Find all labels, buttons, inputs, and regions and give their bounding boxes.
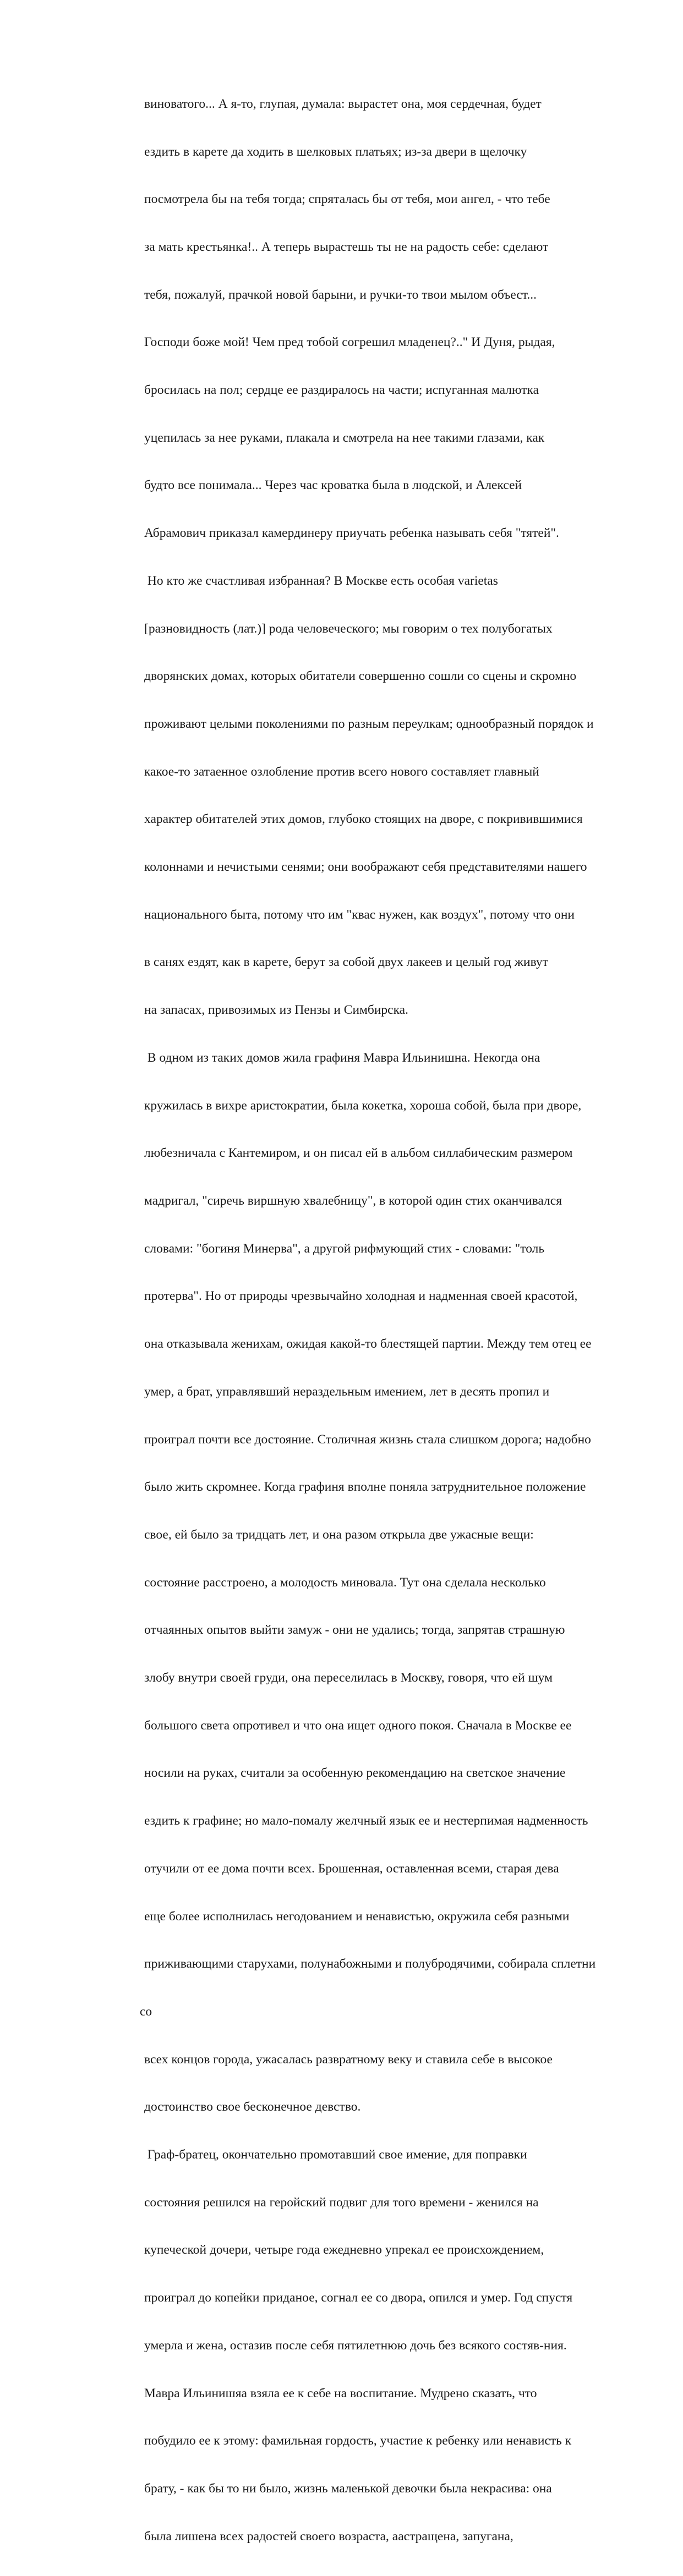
text-line: за мать крестьянка!.. А теперь вырастешь ты не на радость себе: сделают (144, 239, 549, 254)
text-line: она отказывала женихам, ожидая какой-то блестящей партии. Между тем отец ее (144, 1337, 592, 1352)
text-line: проиграл почти все достояние. Столичная жизнь стала слишком дорога; надобно (144, 1432, 591, 1447)
text-line: посмотрела бы на тебя тогда; спряталась бы от тебя, мои ангел, - что тебе (144, 192, 550, 207)
text-line: достоинство свое бесконечное девство. (144, 2100, 361, 2114)
body-text (140, 64, 640, 2576)
text-line: характер обитателей этих домов, глубоко стоящих на дворе, с покривившимися (144, 812, 583, 827)
text-line: ездить к графине; но мало-помалу желчный язык ее и нестерпимая надменность (144, 1814, 588, 1828)
text-line: большого света опротивел и что она ищет одного покоя. Сначала в Москве ее (144, 1718, 572, 1733)
text-line: была лишена всех радостей своего возраста, аастращена, запугана, (144, 2529, 513, 2544)
text-line: побудило ее к этому: фамильная гордость, участие к ребенку или ненависть к (144, 2434, 572, 2448)
text-line: проиграл до копейки приданое, согнал ее со двора, опился и умер. Год спустя (144, 2291, 573, 2305)
paragraph-start-line: Но кто же счастливая избранная? В Москве есть особая varietas (144, 573, 498, 588)
text-line: состояния решился на геройский подвиг для того времени - женился на (144, 2195, 539, 2210)
text-line: национального быта, потому что им "квас нужен, как воздух", потому что они (144, 907, 575, 922)
text-line: какое-то затаенное озлобление против всего нового составляет главный (144, 764, 539, 779)
text-line: купеческой дочери, четыре года ежедневно упрекал ее происхождением, (144, 2243, 544, 2258)
text-line: на запасах, привозимых из Пензы и Симбирска. (144, 1003, 408, 1018)
text-line: словами: "богиня Минерва", а другой рифмующий стих - словами: "толь (144, 1241, 545, 1256)
text-line: умерла и жена, остазив после себя пятилетнюю дочь без всякого состяв-ния. (144, 2338, 567, 2353)
text-line: состояние расстроено, а молодость миновала. Тут она сделала несколько (144, 1575, 546, 1590)
text-line-wrap: со (140, 2004, 152, 2019)
text-line: отчаянных опытов выйти замуж - они не удались; тогда, запрятав страшную (144, 1623, 565, 1638)
text-line: тебя, пожалуй, прачкой новой барыни, и ручки-то твои мылом объест... (144, 287, 537, 302)
text-line: колоннами и нечистыми сенями; они воображают себя представителями нашего (144, 860, 587, 875)
text-line: приживающими старухами, полунабожными и полубродячими, собирала сплетни (144, 1957, 596, 1971)
text-line: свое, ей было за тридцать лет, и она разом открыла две ужасные вещи: (144, 1527, 534, 1542)
text-line: будто все понимала... Через час кроватка была в людской, и Алексей (144, 478, 522, 493)
text-line: брату, - как бы то ни было, жизнь маленькой девочки была некрасива: она (144, 2481, 552, 2496)
text-line: мадригал, "сиречь виршную хвалебницу", в которой один стих оканчивался (144, 1193, 562, 1208)
text-line: в санях ездят, как в карете, берут за собой двух лакеев и целый год живут (144, 955, 548, 970)
text-line: было жить скромнее. Когда графиня вполне поняла затруднительное положение (144, 1480, 586, 1495)
text-line: всех концов города, ужасалась развратному веку и ставила себе в высокое (144, 2052, 553, 2067)
text-line: Абрамович приказал камердинеру приучать ребенка называть себя "тятей". (144, 526, 559, 541)
text-line: виноватого... А я-то, глупая, думала: вырастет она, моя сердечная, будет (144, 96, 542, 111)
text-line: уцепилась за нее руками, плакала и смотрела на нее такими глазами, как (144, 430, 545, 445)
paragraph-start-line: Граф-братец, окончательно промотавший свое имение, для поправки (144, 2147, 527, 2162)
text-line: [разновидность (лат.)] рода человеческого; мы говорим о тех полубогатых (144, 621, 553, 636)
text-line: Господи боже мой! Чем пред тобой согрешил младенец?.." И Дуня, рыдая, (144, 335, 555, 350)
text-line: бросилась на пол; сердце ее раздиралось на части; испуганная малютка (144, 383, 539, 398)
text-line: отучили от ее дома почти всех. Брошенная, оставленная всеми, старая дева (144, 1861, 559, 1876)
paragraph-start-line: В одном из таких домов жила графиня Мавра Ильинишна. Некогда она (144, 1050, 540, 1065)
text-line: умер, а брат, управлявший нераздельным имением, лет в десять пропил и (144, 1384, 550, 1399)
text-line: проживают целыми поколениями по разным переулкам; однообразный порядок и (144, 716, 594, 731)
text-line: кружилась в вихре аристократии, была кокетка, хороша собой, была при дворе, (144, 1098, 582, 1113)
text-line: еще более исполнилась негодованием и ненавистью, окружила себя разными (144, 1909, 570, 1924)
text-line: носили на руках, считали за особенную рекомендацию на светское значение (144, 1766, 566, 1781)
text-line: любезничала с Кантемиром, и он писал ей в альбом силлабическим размером (144, 1146, 573, 1161)
text-line: дворянских домах, которых обитатели совершенно сошли со сцены и скромно (144, 669, 577, 684)
text-line: злобу внутри своей груди, она переселилась в Москву, говоря, что ей шум (144, 1671, 553, 1685)
text-line: Мавра Ильинишяа взяла ее к себе на воспитание. Мудрено сказать, что (144, 2386, 537, 2401)
text-line: протерва". Но от природы чрезвычайно холодная и надменная своей красотой, (144, 1289, 578, 1304)
text-line: ездить в карете да ходить в шелковых платьях; из-за двери в щелочку (144, 144, 527, 159)
